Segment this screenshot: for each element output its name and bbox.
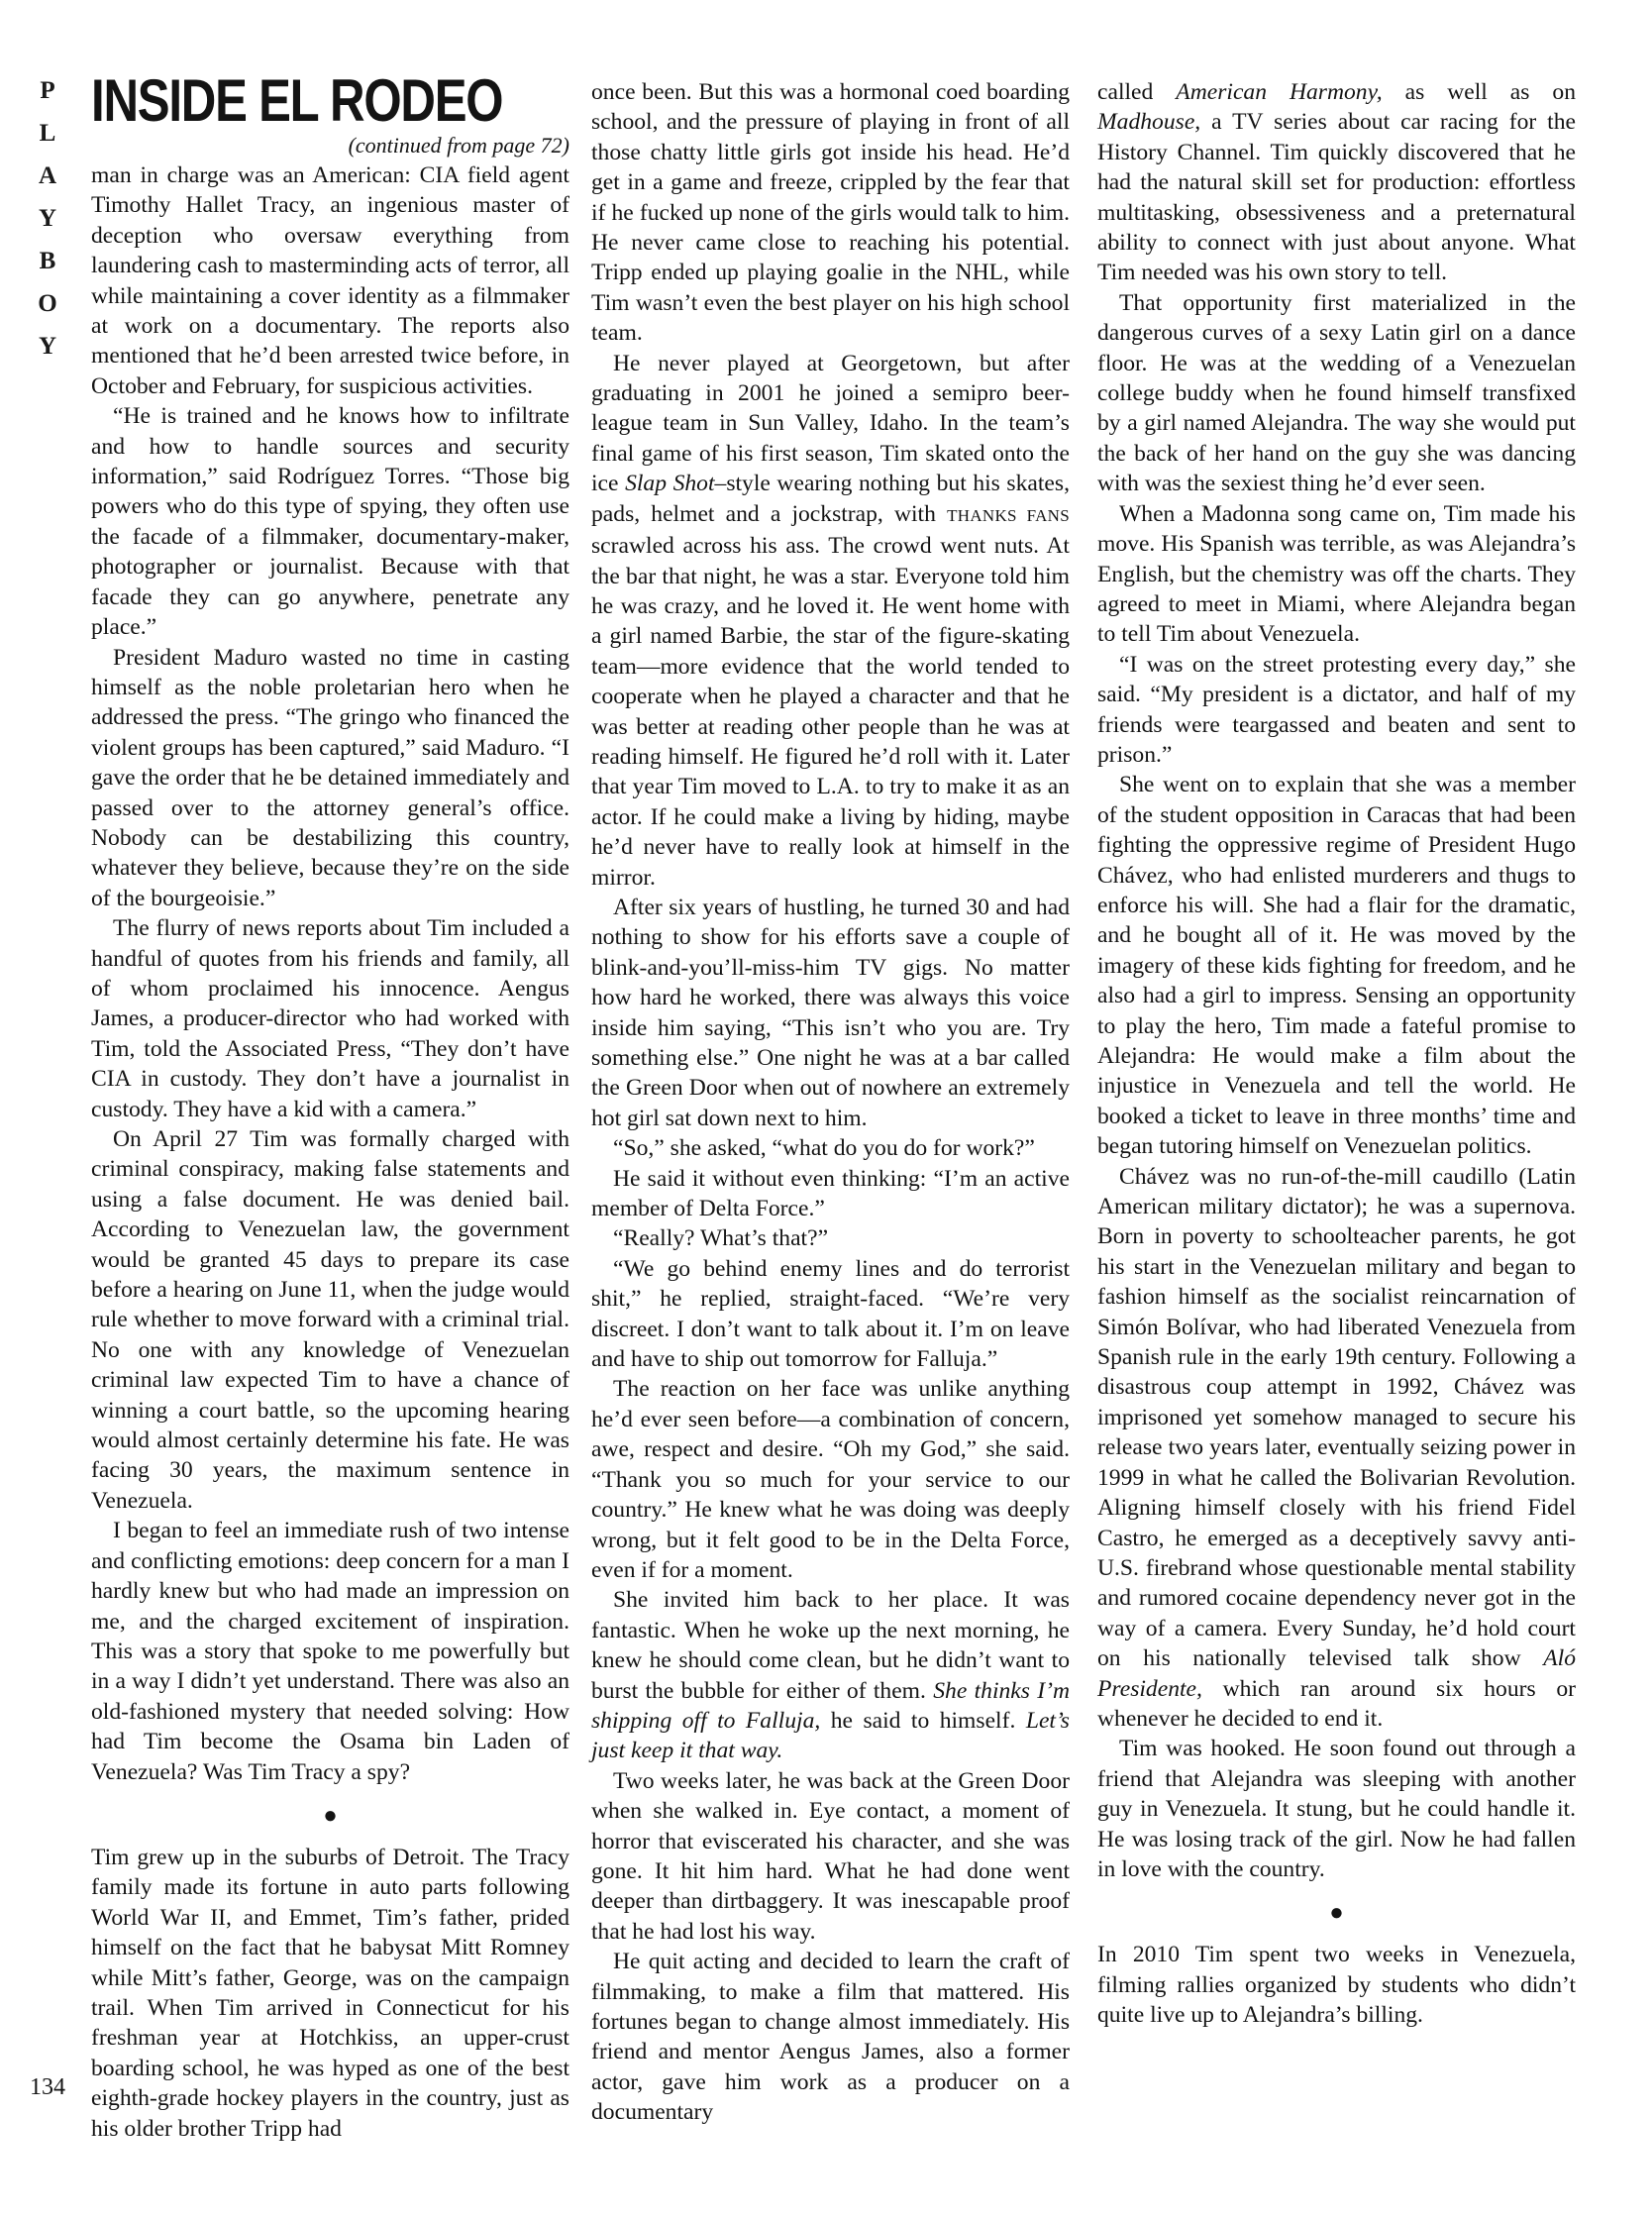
- text-run: as well as on: [1382, 79, 1577, 105]
- text-run: called: [1097, 79, 1177, 105]
- paragraph: [591, 349, 1070, 893]
- brand-letter: O: [38, 290, 57, 317]
- brand-letter: A: [38, 162, 57, 189]
- column-2: [591, 77, 1070, 2128]
- text-run: He never played at Georgetown, but after graduating in 2001 he joined a semipro beer-league team in Sun Valley, Idaho. In the team’s final game of his first season, Tim skated onto the ice: [591, 350, 1070, 497]
- paragraph: She went on to explain that she was a member of the student opposition in Caracas that had been fighting the oppressive regime of President Hugo Chávez, who had enlisted murderers and thugs to enforce his will. She had a flair for the dramatic, and he bought all of it. He was moved by the imagery of these kids fighting for freedom, and he also had a girl to impress. Sensing an opportunity to play the hero, Tim made a fateful promise to Alejandra: He would make a film about the injustice in Venezuela and tell the world. He booked a ticket to leave in three months’ time and began tutoring himself on Venezuelan politics.: [1097, 772, 1576, 1160]
- paragraph: The reaction on her face was unlike anything he’d ever seen before—a combination of concern, awe, respect and desire. “Oh my God,” she said. “Thank you so much for your service to our country.” He knew what he was doing was deeply wrong, but it felt good to be in the Delta Force, even if for a moment.: [591, 1376, 1070, 1583]
- paragraph: On April 27 Tim was formally charged with criminal conspiracy, making false statements and using a false document. He was denied bail. According to Venezuelan law, the government would be granted 45 days to prepare its case before a hearing on June 11, when the judge would rule whether to move forward with a criminal trial. No one with any knowledge of Venezuelan criminal law expected Tim to have a chance of winning a court battle, so the upcoming hearing would almost certainly determine his fate. He was facing 30 years, the maximum sentence in Venezuela.: [91, 1126, 569, 1514]
- paragraph: That opportunity first materialized in the dangerous curves of a sexy Latin girl on a dance floor. He was at the wedding of a Venezuelan college buddy when he found himself transfixed by a girl named Alejandra. The way she would put the back of her hand on the guy she was dancing with was the sexiest thing he’d ever seen.: [1097, 289, 1576, 497]
- text-run: Chávez was no run-of-the-mill caudillo (Latin American military dictator); he was a supernova. Born in poverty to schoolteacher parents, he got his start in the Venezuelan military and began to fashion himself as the socialist reincarnation of Simón Bolívar, who had liberated Venezuela from Spanish rule in the early 19th century. Following a disastrous coup attempt in 1992, Chávez was imprisoned yet somehow managed to secure his release two years later, eventually seizing power in 1999 in what he called the Bolivarian Revolution. Aligning himself closely with his friend Fidel Castro, he emerged as a deceptively savvy anti-U.S. firebrand whose questionable mental stability and rumored cocaine dependency never got in the way of a camera. Every Sunday, he’d hold court on his nationally televised talk show: [1097, 1163, 1576, 1672]
- paragraph: Tim grew up in the suburbs of Detroit. The Tracy family made its fortune in auto parts following World War II, and Emmet, Tim’s father, prided himself on the fact that he babysat Mitt Romney while Mitt’s father, George, was on the campaign trail. When Tim arrived in Connecticut for his freshman year at Hotchkiss, an upper-crust boarding school, he was hyped as one of the best eighth-grade hockey players in the country, just as his older brother Tripp had: [91, 1844, 569, 2142]
- paragraph: The flurry of news reports about Tim included a handful of quotes from his friends and family, all of whom proclaimed his innocence. Aengus James, a producer-director who had worked with Tim, told the Associated Press, “They don’t have CIA in custody. They don’t have a journalist in custody. They have a kid with a camera.”: [91, 915, 569, 1122]
- paragraph: He said it without even thinking: “I’m an active member of Delta Force.”: [591, 1165, 1070, 1222]
- text-run: –style wearing nothing but his skates, pads, helmet and a jockstrap, with: [591, 471, 1070, 527]
- text-run: She invited him back to her place. It was fantastic. When he woke up the next morning, he knew he should come clean, but he didn’t want to burst the bubble for either of them.: [591, 1587, 1070, 1704]
- column-3: [1097, 77, 1576, 2031]
- continued-note: (continued from page 72): [348, 133, 569, 158]
- section-separator: ●: [323, 1802, 338, 1829]
- paragraph: “So,” she asked, “what do you do for work?”: [613, 1135, 1035, 1162]
- paragraph: When a Madonna song came on, Tim made his move. His Spanish was terrible, as was Alejandra’s English, but the chemistry was off the charts. They agreed to meet in Miami, where Alejandra began to tell Tim about Venezuela.: [1097, 500, 1576, 648]
- brand-letter: L: [39, 120, 56, 147]
- small-caps-text: THANKS FANS: [947, 505, 1071, 525]
- paragraph: [1097, 77, 1576, 288]
- paragraph: Tim was hooked. He soon found out through a friend that Alejandra was sleeping with another guy in Venezuela. It stung, but he could handle it. He was losing track of the girl. Now he had fallen in love with the country.: [1097, 1736, 1576, 1882]
- paragraph: He quit acting and decided to learn the craft of filmmaking, to make a film that mattered. His fortunes began to change almost immediately. His friend and mentor Aengus James, also a former actor, gave him work as a producer on a documentary: [591, 1949, 1070, 2126]
- italic-thought: She thinks I’m shipping off to Falluja,: [591, 1677, 1070, 1734]
- brand-letter: B: [39, 248, 56, 274]
- text-run: which ran around six hours or whenever he decided to end it.: [1097, 1675, 1576, 1732]
- brand-letter: Y: [38, 333, 57, 360]
- paragraph: In 2010 Tim spent two weeks in Venezuela, filming rallies organized by students who didn’t quite live up to Alejandra’s billing.: [1097, 1942, 1576, 2029]
- brand-letter: P: [40, 77, 55, 104]
- magazine-name-vertical: [28, 69, 67, 368]
- paragraph: Two weeks later, he was back at the Green Door when she walked in. Eye contact, a moment of horror that eviscerated his character, and she was gone. It hit him hard. What he had done went deeper than dirtbaggery. It was inescapable proof that he had lost his way.: [591, 1767, 1070, 1945]
- italic-title: Madhouse,: [1097, 109, 1201, 136]
- italic-title: Slap Shot: [625, 471, 715, 497]
- article-title: INSIDE EL RODEO: [91, 67, 503, 134]
- paragraph: After six years of hustling, he turned 30 and had nothing to show for his efforts save a couple of blink-and-you’ll-miss-him TV gigs. No matter how hard he worked, there was always this voice inside him saying, “This isn’t who you are. Try something else.” One night he was at a bar called the Green Door when out of nowhere an extremely hot girl sat down next to him.: [591, 894, 1070, 1131]
- text-run: scrawled across his ass. The crowd went nuts. At the bar that night, he was a star. Everyone told him he was crazy, and he loved it. He went home with a girl named Barbie, the star of the figure-skating team—more evidence that the world tended to cooperate when he played a character and that he was better at reading other people than he was at reading himself. He figured he’d roll with it. Later that year Tim moved to L.A. to try to make it as an actor. If he could make a living by hiding, maybe he’d never have to really look at himself in the mirror.: [591, 533, 1070, 891]
- paragraph: [1097, 1162, 1576, 1735]
- column-1: [91, 69, 569, 2144]
- paragraph: “I was on the street protesting every day,” she said. “My president is a dictator, and half of my friends were teargassed and beaten and sent to prison.”: [1097, 651, 1576, 768]
- text-run: a TV series about car racing for the History Channel. Tim quickly discovered that he had the natural skill set for production: effortless multitasking, obsessiveness and a preternatural ability to connect with just about anyone. What Tim needed was his own story to tell.: [1097, 109, 1576, 286]
- paragraph: “Really? What’s that?”: [613, 1225, 829, 1252]
- paragraph: once been. But this was a hormonal coed boarding school, and the pressure of playing in front of all those chatty little girls got inside his head. He’d get in a game and freeze, crippled by the fear that if he fucked up none of the girls would talk to him. He never came close to reaching his potential. Tripp ended up playing goalie in the NHL, while Tim wasn’t even the best player on his high school team.: [591, 79, 1070, 347]
- paragraph: [591, 1585, 1070, 1765]
- brand-letter: Y: [38, 205, 57, 232]
- text-run: he said to himself.: [820, 1707, 1026, 1734]
- paragraph: I began to feel an immediate rush of two intense and conflicting emotions: deep concern for a man I hardly knew but who had made an impression on me, and the charged excitement of inspiration. This was a story that spoke to me powerfully but in a way I didn’t yet understand. There was also an old-fashioned mystery that needed solving: How had Tim become the Osama bin Laden of Venezuela? Was Tim Tracy a spy?: [91, 1518, 569, 1785]
- section-separator: ●: [1329, 1900, 1344, 1927]
- paragraph: man in charge was an American: CIA field agent Timothy Hallet Tracy, an ingenious master of deception who oversaw everything from laundering cash to masterminding acts of terror, all while maintaining a cover identity as a filmmaker at work on a documentary. The reports also mentioned that he’d been arrested twice before, in October and February, for suspicious activities.: [91, 162, 569, 399]
- paragraph: “We go behind enemy lines and do terrorist shit,” he replied, straight-faced. “We’re very discreet. I don’t want to talk about it. I’m on leave and have to ship out tomorrow for Falluja.”: [591, 1255, 1070, 1373]
- page-number: 134: [30, 2074, 65, 2100]
- italic-title: Aló Presidente,: [1097, 1645, 1576, 1702]
- paragraph: President Maduro wasted no time in casting himself as the noble proletarian hero when he addressed the press. “The gringo who financed the violent groups has been captured,” said Maduro. “I gave the order that he be detained immediately and passed over to the attorney general’s office. Nobody can be destabilizing this country, whatever they believe, because they’re on the side of the bourgeoisie.”: [91, 644, 569, 911]
- paragraph: “He is trained and he knows how to infiltrate and how to handle sources and security information,” said Rodríguez Torres. “Those big powers who do this type of spying, they often use the facade of a filmmaker, documentary-maker, photographer or journalist. Because with that facade they can go anywhere, penetrate any place.”: [91, 403, 569, 641]
- italic-title: American Harmony,: [1176, 79, 1383, 105]
- italic-thought: Let’s just keep it that way.: [591, 1707, 1070, 1764]
